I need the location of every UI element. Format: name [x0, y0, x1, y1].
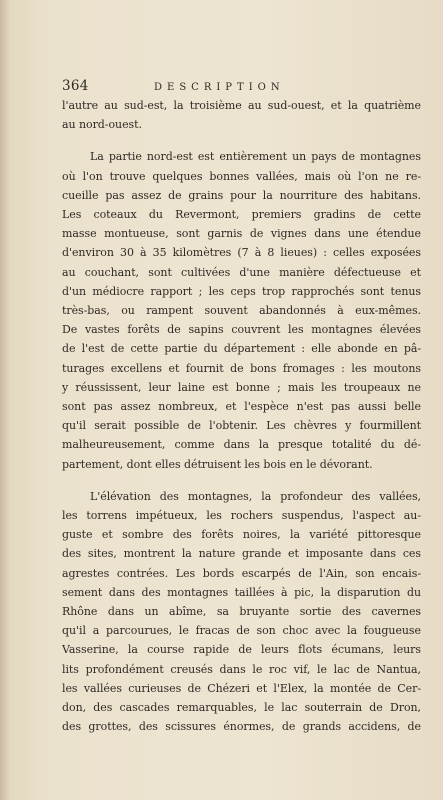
- text-line: les torrens impétueux, les rochers suspendus, l'aspect au-: [62, 509, 421, 523]
- text-line: très-bas, ou rampent souvent abandonnés à eux-mêmes.: [62, 304, 421, 318]
- page-gutter-shadow: [0, 0, 10, 800]
- text-line: cueille pas assez de grains pour la nourriture des habitans.: [62, 188, 421, 202]
- page-header: [62, 78, 421, 94]
- text-line: malheureusement, comme dans la presque totalité du dé-: [62, 438, 421, 452]
- text-line: La partie nord-est est entièrement un pays de montagnes: [90, 150, 421, 164]
- paragraph-3: [62, 487, 421, 737]
- text-line: au couchant, sont cultivées d'une manière défectueuse et: [62, 265, 421, 279]
- text-line: Vasserine, la course rapide de leurs flots écumans, leurs: [62, 643, 421, 657]
- paragraph-2: [62, 147, 421, 473]
- text-line: masse montueuse, sont garnis de vignes dans une étendue: [62, 227, 421, 241]
- text-line: qu'il a parcourues, le fracas de son choc avec la fougueuse: [62, 624, 421, 638]
- text-line: d'un médiocre rapport ; les ceps trop rapprochés sont tenus: [62, 284, 421, 298]
- text-line: Rhône dans un abîme, sa bruyante sortie des cavernes: [62, 605, 421, 619]
- text-line: turages excellens et fournit de bons fromages : les moutons: [62, 361, 421, 375]
- text-line: De vastes forêts de sapins couvrent les montagnes élevées: [62, 323, 421, 337]
- running-title: DESCRIPTION: [154, 82, 285, 93]
- text-line: des grottes, des scissures énormes, de grands accidens, de: [62, 720, 421, 734]
- text-line: où l'on trouve quelques bonnes vallées, mais où l'on ne re-: [62, 169, 421, 183]
- text-line: de l'est de cette partie du département : elle abonde en pâ-: [62, 342, 421, 356]
- page-number: 364: [62, 78, 89, 94]
- text-line: les vallées curieuses de Chézeri et l'Elex, la montée de Cer-: [62, 681, 421, 695]
- text-line: y réussissent, leur laine est bonne ; mais les troupeaux ne: [62, 380, 421, 394]
- paragraph-1: [62, 96, 421, 134]
- text-line: don, des cascades remarquables, le lac souterrain de Dron,: [62, 701, 421, 715]
- text-line: guste et sombre des forêts noires, la variété pittoresque: [62, 528, 421, 542]
- text-line: au nord-ouest.: [62, 118, 142, 132]
- text-line: sement dans des montagnes taillées à pic, la disparution du: [62, 585, 421, 599]
- text-line: des sites, montrent la nature grande et imposante dans ces: [62, 547, 421, 561]
- text-line: qu'il serait possible de l'obtenir. Les chèvres y fourmillent: [62, 419, 421, 433]
- text-line: sont pas assez nombreux, et l'espèce n'est pas aussi belle: [62, 400, 421, 414]
- text-line: L'élévation des montagnes, la profondeur des vallées,: [90, 489, 421, 503]
- text-line: lits profondément creusés dans le roc vif, le lac de Nantua,: [62, 662, 421, 676]
- text-line: Les coteaux du Revermont, premiers gradins de cette: [62, 208, 421, 222]
- text-line: d'environ 30 à 35 kilomètres (7 à 8 lieues) : celles exposées: [62, 246, 421, 260]
- body-text: [62, 96, 421, 737]
- text-line: agrestes contrées. Les bords escarpés de l'Ain, son encais-: [62, 566, 421, 580]
- text-line: l'autre au sud-est, la troisième au sud-ouest, et la quatrième: [62, 99, 421, 112]
- text-line: partement, dont elles détruisent les bois en le dévorant.: [62, 457, 373, 471]
